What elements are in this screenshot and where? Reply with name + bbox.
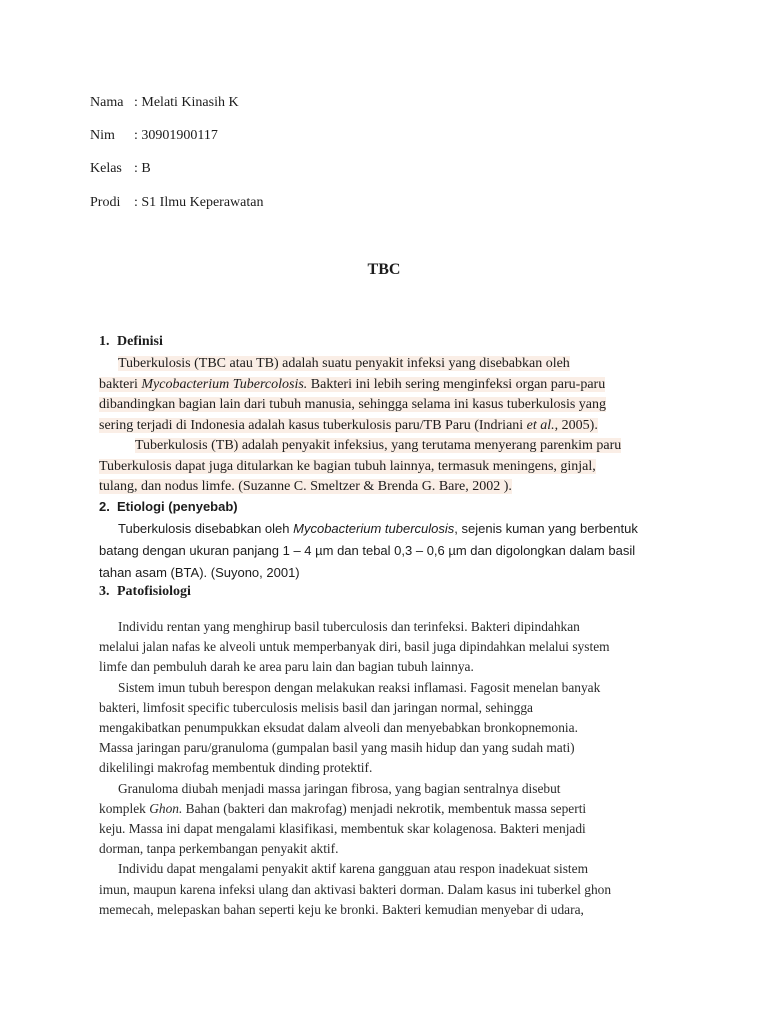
section-title: Patofisiologi	[117, 584, 191, 599]
text-line: Individu dapat mengalami penyakit aktif karena gangguan atau respon inadekuat sistem	[118, 861, 589, 877]
text-line: limfe dan pembuluh darah ke area paru lain dan bagian tubuh lainnya.	[99, 659, 474, 675]
text-line: bakteri Mycobacterium Tubercolosis. Bakteri ini lebih sering menginfeksi organ paru-paru	[99, 376, 606, 392]
text-line: Granuloma diubah menjadi massa jaringan fibrosa, yang bagian sentralnya disebut	[118, 780, 561, 796]
etiologi-paragraph	[99, 518, 659, 584]
patofisiologi-paragraph	[99, 617, 659, 920]
text-line: melalui jalan nafas ke alveoli untuk memperbanyak diri, basil juga dipindahkan melalui system	[99, 639, 610, 655]
section-title: Etiologi (penyebab)	[117, 499, 238, 514]
text-line: batang dengan ukuran panjang 1 – 4 µm dan tebal 0,3 – 0,6 µm dan digolongkan dalam basil	[99, 543, 636, 558]
info-value: : S1 Ilmu Keperawatan	[134, 195, 264, 210]
text-line: mengakibatkan penumpukkan eksudat dalam alveoli dan menyebabkan bronkopnemonia.	[99, 720, 578, 736]
text-line: memecah, melepaskan bahan seperti keju ke bronki. Bakteri kemudian menyebar di udara,	[99, 901, 584, 917]
text-line: Tuberkulosis (TBC atau TB) adalah suatu penyakit infeksi yang disebabkan oleh	[118, 356, 570, 371]
text-line: tahan asam (BTA). (Suyono, 2001)	[99, 565, 300, 580]
section-heading-definisi	[99, 334, 163, 350]
section-number: 1.	[99, 334, 110, 349]
text-line: imun, maupun karena infeksi ulang dan aktivasi bakteri dorman. Dalam kasus ini tuberkel ghon	[99, 881, 612, 897]
info-value: : B	[134, 161, 151, 176]
info-value: : Melati Kinasih K	[134, 95, 239, 110]
info-row-nim	[90, 127, 218, 145]
text-line: sering terjadi di Indonesia adalah kasus tuberkulosis paru/TB Paru (Indriani et al., 2005).	[99, 417, 598, 433]
info-label: Nama	[90, 95, 124, 110]
info-row-nama	[90, 94, 239, 112]
info-value: : 30901900117	[134, 128, 218, 143]
text-line: bakteri, limfosit specific tuberculosis melisis basil dan jaringan normal, sehingga	[99, 699, 533, 715]
info-label: Prodi	[90, 195, 121, 210]
text-line: dikelilingi makrofag membentuk dinding protektif.	[99, 760, 373, 776]
text-line: Massa jaringan paru/granuloma (gumpalan basil yang masih hidup dan yang sudah mati)	[99, 740, 575, 756]
definisi-paragraph	[99, 354, 659, 498]
text-line: Sistem imun tubuh berespon dengan melakukan reaksi inflamasi. Fagosit menelan banyak	[118, 679, 601, 695]
section-heading-patofisiologi	[99, 584, 191, 600]
section-heading-etiologi	[99, 499, 238, 514]
text-line: Individu rentan yang menghirup basil tuberculosis dan terinfeksi. Bakteri dipindahkan	[118, 619, 580, 634]
info-label: Nim	[90, 128, 115, 143]
text-line: tulang, dan nodus limfe. (Suzanne C. Smeltzer & Brenda G. Bare, 2002 ).	[99, 479, 512, 494]
section-title: Definisi	[117, 334, 163, 349]
text-line: Tuberkulosis disebabkan oleh Mycobacterium tuberculosis, sejenis kuman yang berbentuk	[118, 521, 638, 536]
section-number: 2.	[99, 499, 110, 514]
section-number: 3.	[99, 584, 110, 599]
info-label: Kelas	[90, 161, 122, 176]
text-line: komplek Ghon. Bahan (bakteri dan makrofag) menjadi nekrotik, membentuk massa seperti	[99, 800, 587, 816]
text-line: keju. Massa ini dapat mengalami klasifikasi, membentuk skar kolagenosa. Bakteri menjadi	[99, 821, 586, 837]
text-line: dibandingkan bagian lain dari tubuh manusia, sehingga selama ini kasus tuberkulosis yang	[99, 397, 607, 412]
text-line: Tuberkulosis dapat juga ditularkan ke bagian tubuh lainnya, termasuk meningens, ginjal,	[99, 458, 596, 474]
info-row-prodi	[90, 194, 263, 212]
info-row-kelas	[90, 160, 151, 178]
text-line: Tuberkulosis (TB) adalah penyakit infeksius, yang terutama menyerang parenkim paru	[135, 438, 622, 453]
text-line: dorman, tanpa perkembangan penyakit aktif.	[99, 841, 339, 857]
document-title: TBC	[367, 261, 401, 278]
